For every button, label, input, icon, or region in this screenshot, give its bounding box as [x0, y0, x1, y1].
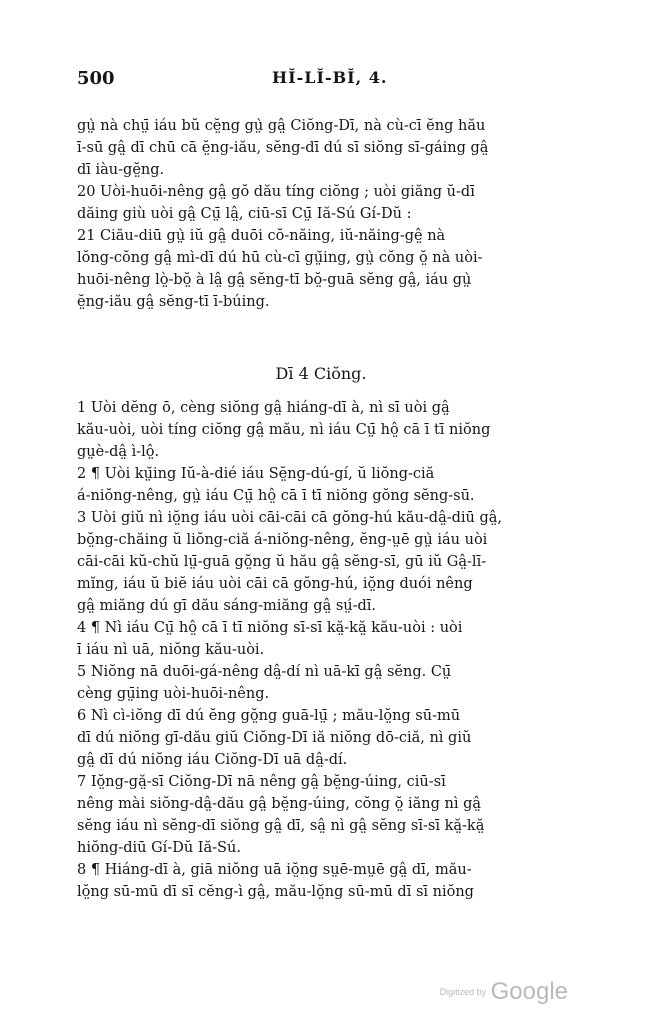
text-line: ī iáu nì uā, niŏng kău-uòi.: [77, 642, 265, 658]
text-line: 4 ¶ Nì iáu Cṳ̄ hô̤ cā ī tī niŏng sī-sī kă̤-kă̤ kău-uòi : uòi: [77, 620, 463, 636]
text-line: cèng gṳ̄ing uòi-huōi-nêng.: [77, 686, 270, 702]
text-line: hiŏng-diū Gí-Dŭ Iă-Sú.: [77, 840, 241, 856]
google-logo-text: Google: [490, 978, 568, 1005]
text-line: 2 ¶ Uòi kṳ̆ing Iŭ-à-dié iáu Sĕ̤ng-dú-gí, ŭ liŏng-ciă: [77, 466, 435, 482]
page-number: 500: [77, 68, 115, 89]
digitized-by-google-watermark: [440, 978, 568, 1006]
text-line: gâ̤ miăng dú gī dău sáng-miăng gâ̤ sṳ́-dī.: [77, 598, 377, 614]
chapter-heading: Dī 4 Ciŏng.: [275, 364, 367, 383]
running-title: HĬ-LĬ-BĬ, 4.: [272, 68, 388, 87]
text-line: lŏng-cŏng gâ̤ mì-dī dú hū cù-cī gṳ̆ing, gṳ̀ cŏng ŏ̤ nà uòi-: [77, 250, 483, 266]
text-line: gâ̤ dī dú niŏng iáu Ciŏng-Dī uā dâ̤-dí.: [77, 752, 348, 768]
text-line: nêng mài siŏng-dâ̤-dău gâ̤ bĕ̤ng-úing, cŏng ŏ̤ iăng nì gâ̤: [77, 796, 481, 812]
text-line: gṳ̀ nà chṳ̄ iáu bŭ cĕ̤ng gṳ̀ gâ̤ Ciŏng-Dī, nà cù-cī ĕng hău: [77, 118, 486, 134]
text-line: 5 Niŏng nā duōi-gá-nêng dâ̤-dí nì uā-kī gâ̤ sĕng. Cṳ̄: [77, 664, 452, 680]
text-line: á-niŏng-nêng, gṳ̀ iáu Cṳ̄ hô̤ cā ī tī niŏng gŏng sĕng-sū.: [77, 488, 475, 504]
text-line: 3 Uòi giŭ nì iŏ̤ng iáu uòi cāi-cāi cā gŏng-hú kău-dâ̤-diū gâ̤,: [77, 510, 503, 526]
text-line: ī-sū gâ̤ dī chū cā ĕ̤ng-iău, sĕng-dī dú sī siŏng sī-gáing gâ̤: [77, 140, 489, 156]
text-line: dī iàu-gĕ̤ng.: [77, 162, 165, 178]
text-line: 6 Nì cì-iŏng dī dú ĕng gŏ̤ng guā-lṳ̄ ; mău-lŏ̤ng sū-mū: [77, 708, 461, 724]
text-line: lŏ̤ng sū-mū dī sī cĕng-ì gâ̤, mău-lŏ̤ng sū-mū dī sī niŏng: [77, 884, 474, 900]
text-line: 8 ¶ Hiáng-dī à, giā niŏng uā iŏ̤ng sṳē-mṳē gâ̤ dī, mău-: [77, 862, 472, 878]
text-line: 21 Ciău-diū gṳ̀ iŭ gâ̤ duōi cŏ-năing, iŭ-năing-gê̤ nà: [77, 228, 446, 244]
text-line: 1 Uòi dĕng ō, cèng siŏng gâ̤ hiáng-dī à, nì sī uòi gâ̤: [77, 400, 450, 416]
text-line: dăing giù uòi gâ̤ Cṳ̄ lâ̤, ciū-sī Cṳ̄ Iă-Sú Gí-Dŭ :: [77, 206, 412, 222]
text-line: dī dú niŏng gī-dău giŭ Ciŏng-Dī iă niŏng dō-ciă, nì giŭ: [77, 730, 472, 746]
page-header: [77, 68, 566, 92]
text-line: ĕ̤ng-iău gâ̤ sĕng-tī ī-búing.: [77, 294, 270, 310]
text-line: mĭng, iáu ŭ biĕ iáu uòi cāi cā gŏng-hú, iŏ̤ng duói nêng: [77, 576, 473, 592]
text-line: cāi-cāi kŭ-chŭ lṳ̄-guā gŏ̤ng ŭ hău gâ̤ sĕng-sī, gū iŭ Gâ̤-lī-: [77, 554, 487, 570]
text-line: sĕng iáu nì sĕng-dī siŏng gâ̤ dī, sâ̤ nì gâ̤ sĕng sī-sī kă̤-kă̤: [77, 818, 485, 834]
text-line: kău-uòi, uòi tíng ciŏng gâ̤ mău, nì iáu Cṳ̄ hô̤ cā ī tī niŏng: [77, 422, 491, 438]
text-line: huōi-nêng lò̤-bŏ̤ à lâ̤ gâ̤ sĕng-tī bŏ̤-guā sĕng gâ̤, iáu gṳ̀: [77, 272, 472, 288]
text-line: 20 Uòi-huōi-nêng gâ̤ gŏ dău tíng ciŏng ; uòi giăng ŭ-dī: [77, 184, 475, 200]
text-line: gṳè-dâ̤ ì-lô̤.: [77, 444, 160, 460]
text-line: bŏ̤ng-chăing ŭ liŏng-ciă á-niŏng-nêng, ĕng-ṳē gṳ̀ iáu uòi: [77, 532, 488, 548]
text-line: 7 Iŏ̤ng-gă̤-sī Ciŏng-Dī nā nêng gâ̤ bĕ̤ng-úing, ciū-sī: [77, 774, 446, 790]
watermark-small-text: Digitized by: [439, 987, 487, 997]
